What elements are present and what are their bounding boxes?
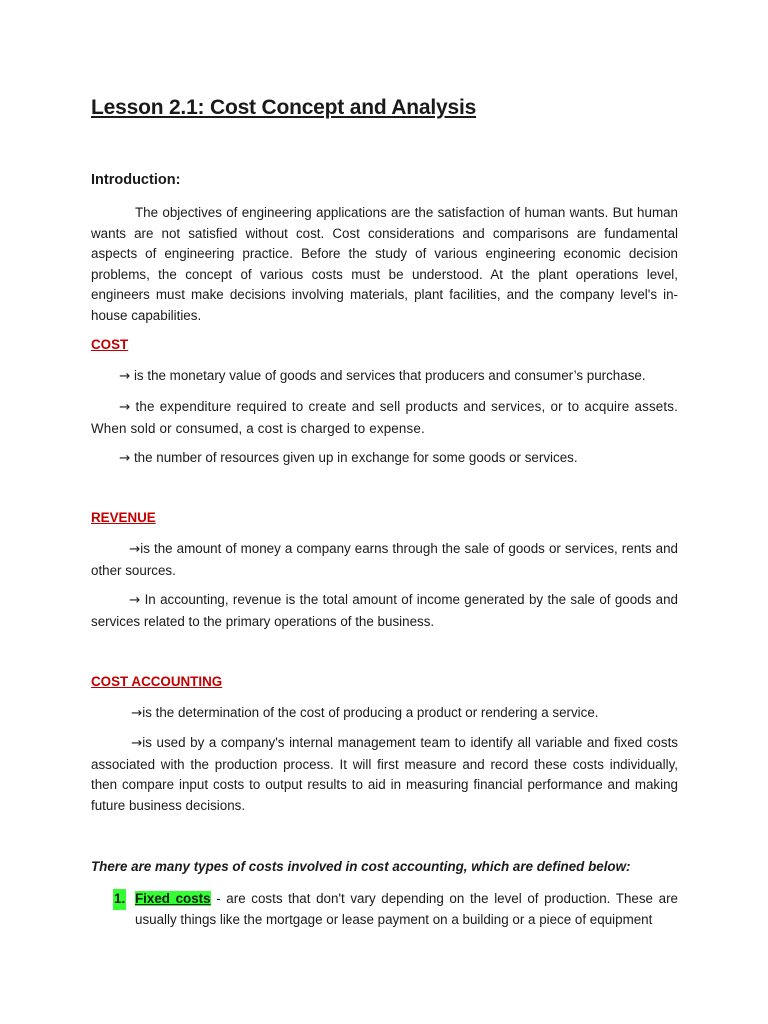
revenue-item-2	[91, 590, 678, 632]
cost-item-1-text: is the monetary value of goods and services that producers and consumer’s purchase.	[130, 368, 646, 383]
cost-item-2-text: the expenditure required to create and sell products and services, or to acquire assets. When sold or consumed, a cost is charged to expense.	[91, 399, 678, 436]
arrow-icon: →	[119, 400, 131, 415]
fixed-costs-text: - are costs that don't vary depending on the level of production. These are usually things like the mortgage or lease payment on a building or a piece of equipment	[135, 891, 678, 927]
cost-accounting-item-1	[91, 703, 678, 725]
list-number: 1.	[113, 889, 126, 910]
cost-item-3-text: the number of resources given up in exchange for some goods or services.	[130, 450, 578, 465]
cost-item-3	[91, 448, 678, 470]
cost-heading: COST	[91, 337, 129, 352]
types-intro: There are many types of costs involved in cost accounting, which are defined below:	[91, 859, 631, 874]
arrow-icon: →	[131, 706, 143, 721]
cost-accounting-heading: COST ACCOUNTING	[91, 674, 223, 689]
list-item	[91, 889, 678, 930]
arrow-icon: →	[129, 593, 141, 608]
cost-accounting-item-1-text: is the determination of the cost of producing a product or rendering a service.	[142, 705, 599, 720]
cost-item-2	[91, 397, 678, 439]
arrow-icon: →	[119, 451, 131, 466]
arrow-icon: →	[131, 736, 143, 751]
arrow-icon: →	[119, 369, 131, 384]
lesson-title: Lesson 2.1: Cost Concept and Analysis	[91, 96, 477, 119]
cost-item-1	[91, 366, 678, 388]
revenue-item-1-text: is the amount of money a company earns through the sale of goods or services, rents and other sources.	[91, 541, 678, 578]
fixed-costs-term: Fixed costs	[135, 891, 211, 906]
revenue-item-2-text: In accounting, revenue is the total amount of income generated by the sale of goods and services related to the primary operations of the business.	[91, 592, 678, 629]
revenue-heading: REVENUE	[91, 510, 156, 525]
cost-accounting-item-2-text: is used by a company's internal management team to identify all variable and fixed costs associated with the production process. It will first measure and record these costs individually, then compare input costs to output results to aid in measuring financial performance and making future business decisions.	[91, 735, 678, 813]
introduction-heading: Introduction:	[91, 172, 181, 188]
arrow-icon: →	[129, 542, 141, 557]
revenue-item-1	[91, 539, 678, 581]
introduction-paragraph: The objectives of engineering applications are the satisfaction of human wants. But human wants are not satisfied without cost. Cost considerations and comparisons are fundamental aspects of engineering practice. Before the study of various engineering economic decision problems, the concept of various costs must be understood. At the plant operations level, engineers must make decisions involving materials, plant facilities, and the company level's in-house capabilities.	[91, 205, 678, 323]
cost-accounting-item-2	[91, 733, 678, 816]
list-body	[135, 889, 678, 930]
